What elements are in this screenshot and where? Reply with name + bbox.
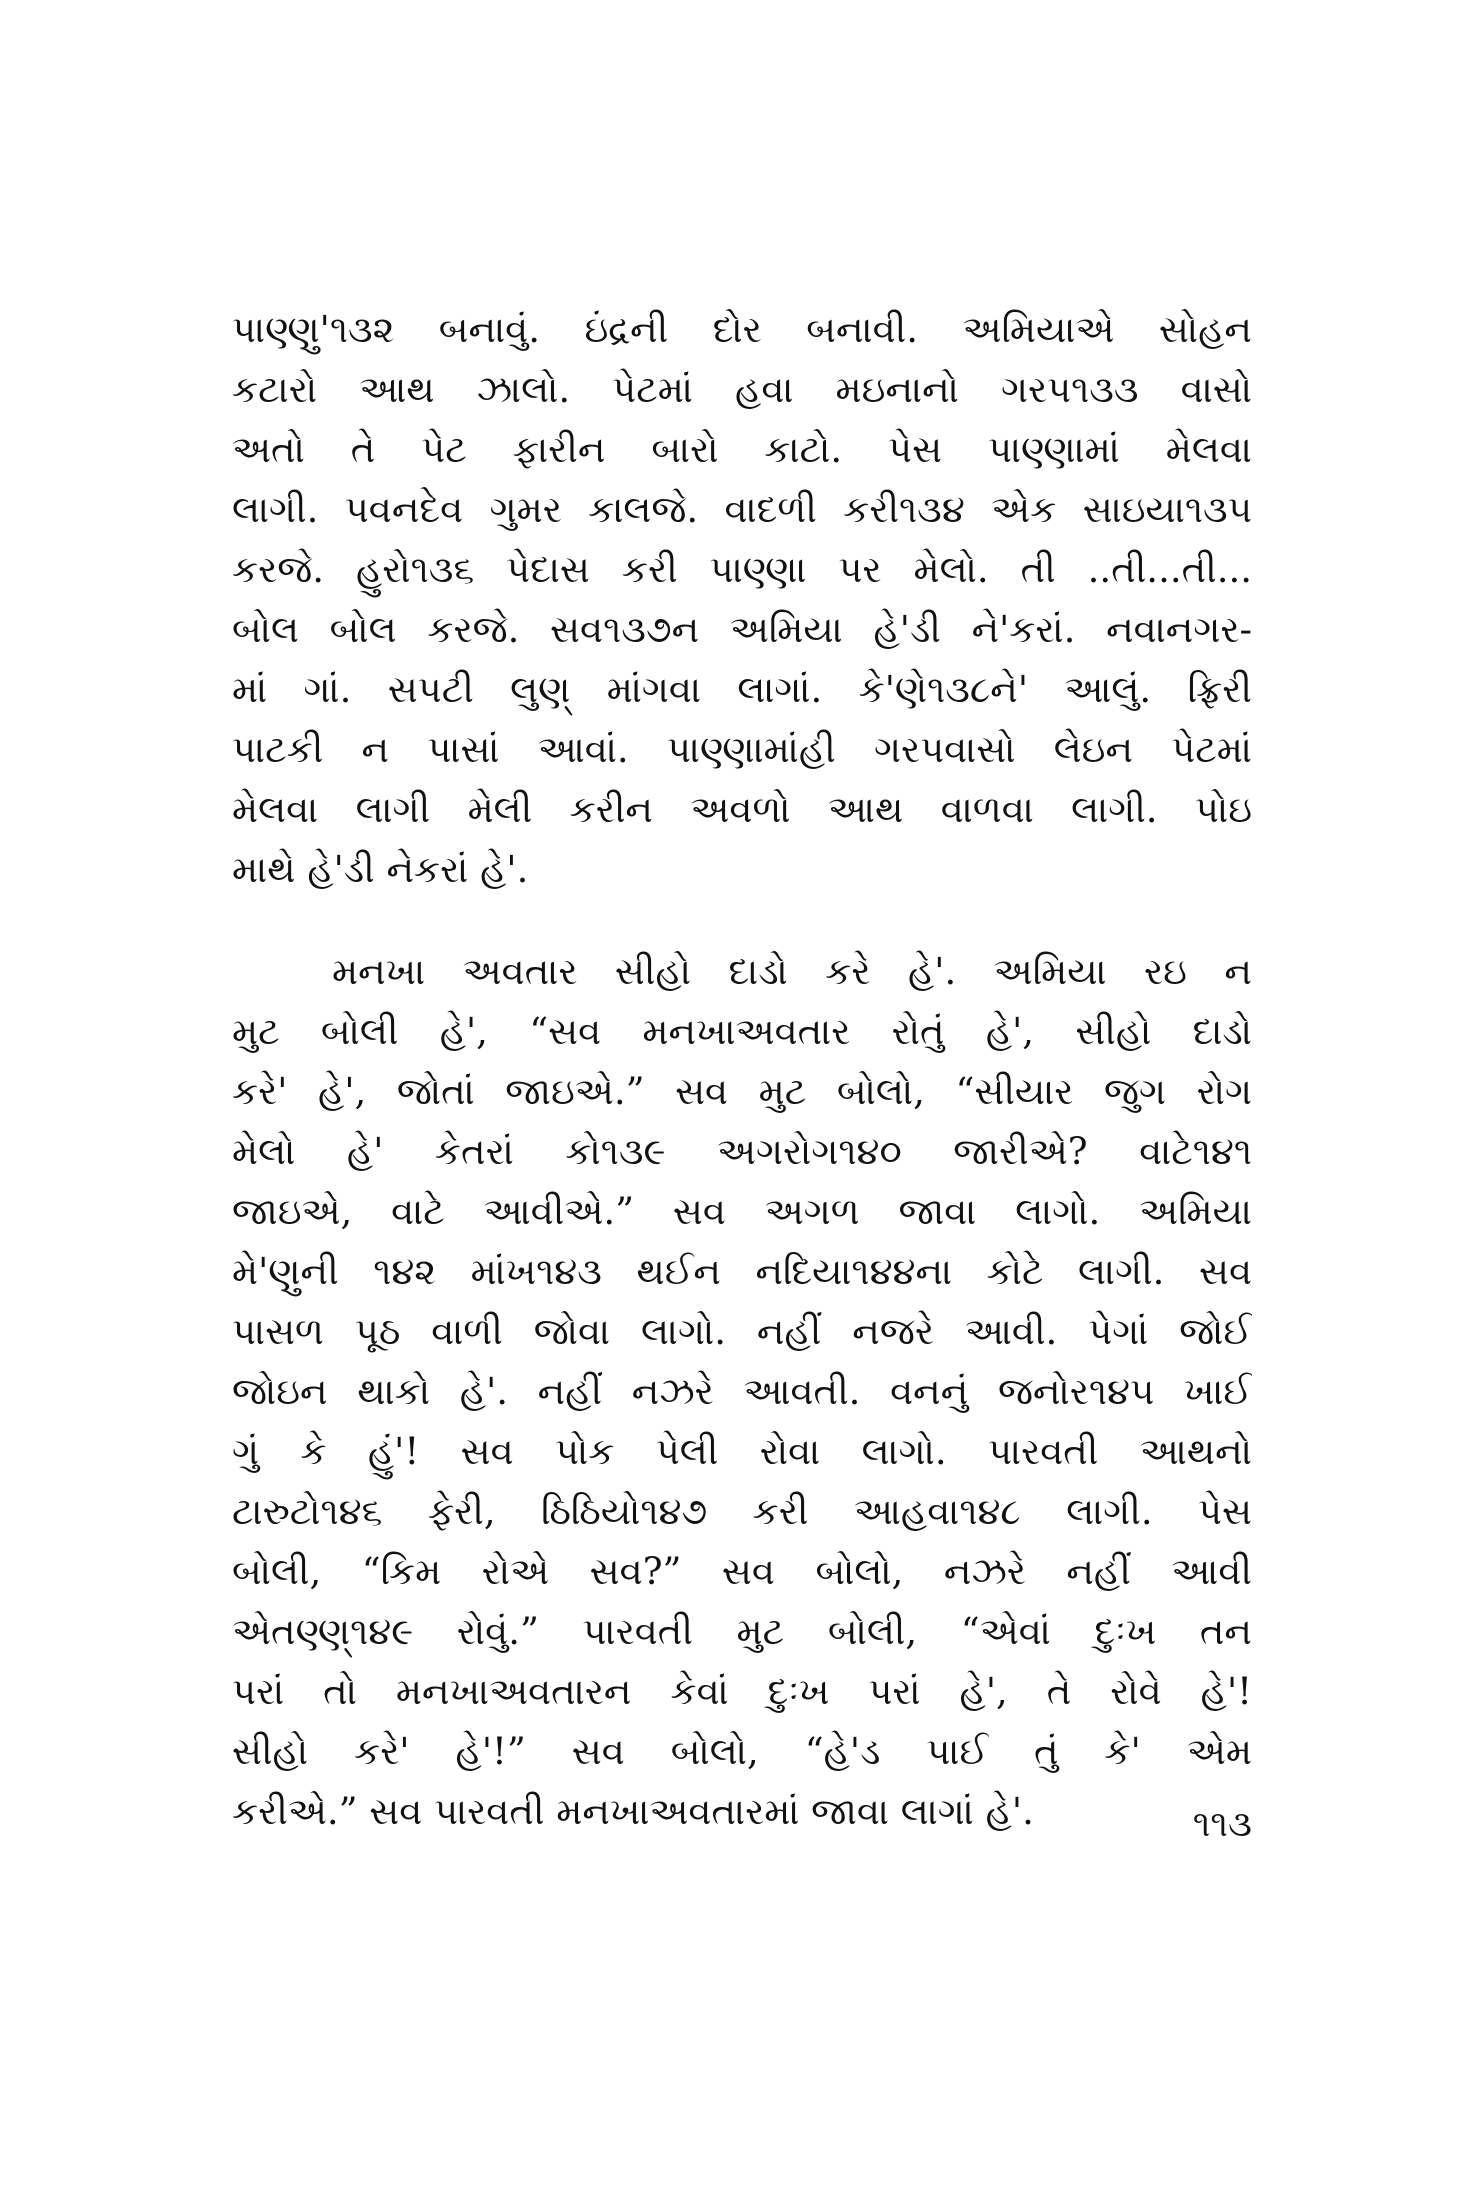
- paragraph-line: મનખા અવતાર સીહો દાડો કરે હે'. અમિયા રઇ ન: [332, 950, 1252, 993]
- paragraph-line: કટારો આથ ઝાલો. પેટમાં હવા મઇનાનો ગરપ૧૩૩ વાસો: [232, 368, 1252, 411]
- paragraph-line: બોલ બોલ કરજે. સવ૧૩૭ન અમિયા હે'ડી ને'કરાં. નવાનગર-: [232, 608, 1252, 651]
- paragraph-line: લાગી. પવનદેવ ગુમર કાલજે. વાદળી કરી૧૩૪ એક સાઇયા૧૩૫: [232, 488, 1252, 531]
- paragraph-line: મેલો હે' કેતરાં કો૧૩૯ અગરોગ૧૪૦ જારીએ? વાટે૧૪૧: [232, 1130, 1252, 1173]
- paragraph-line: મુટ બોલી હે', “સવ મનખાઅવતાર રોતું હે', સીહો દાડો: [232, 1010, 1252, 1053]
- paragraph-line: મેલવા લાગી મેલી કરીન અવળો આથ વાળવા લાગી. પોઇ: [232, 788, 1252, 831]
- paragraph-line: કરે' હે', જોતાં જાઇએ.” સવ મુટ બોલો, “સીયાર જુગ રોગ: [232, 1070, 1252, 1113]
- paragraph-line: માં ગાં. સપટી લુણ્ માંગવા લાગાં. કે'ણે૧૩૮ને' આલું. ફ્રિરી: [232, 668, 1252, 711]
- paragraph-line: કરજે. હુરો૧૩૬ પેદાસ કરી પાણ્ણા પર મેલો. તી ..તી...તી...: [232, 548, 1252, 591]
- paragraph-line: માથે હે'ડી નેકરાં હે'.: [232, 848, 529, 891]
- paragraph-line: પાણ્ણુ'૧૩૨ બનાવું. ઇંદ્રની દોર બનાવી. અમિયાએ સોહન: [232, 308, 1252, 351]
- paragraph-line: ગું કે હું'! સવ પોક પેલી રોવા લાગો. પારવતી આથનો: [232, 1430, 1252, 1473]
- paragraph-line: ટારુટો૧૪૬ ફેરી, ઠિઠિયો૧૪૭ કરી આહવા૧૪૮ લાગી. પેસ: [232, 1490, 1252, 1533]
- paragraph-line: જાઇએ, વાટે આવીએ.” સવ અગળ જાવા લાગો. અમિયા: [232, 1190, 1252, 1233]
- paragraph-line: જોઇન થાકો હે'. નહીં નઝરે આવતી. વનનું જનોર૧૪૫ ખાઈ: [232, 1370, 1252, 1413]
- paragraph-line: કરીએ.” સવ પારવતી મનખાઅવતારમાં જાવા લાગાં હે'.: [232, 1790, 1034, 1833]
- page-number: ૧૧૩: [1192, 1804, 1252, 1845]
- paragraph-line: એતણ્ણ્૧૪૯ રોવું.” પારવતી મુટ બોલી, “એવાં દુઃખ તન: [232, 1610, 1252, 1653]
- paragraph-line: સીહો કરે' હે'!” સવ બોલો, “હે'ડ પાઈ તું કે' એમ: [232, 1730, 1252, 1773]
- paragraph-line: પાસળ પૂઠ વાળી જોવા લાગો. નહીં નજરે આવી. પેગાં જોઈ: [232, 1310, 1252, 1353]
- paragraph-line: પાટકી ન પાસાં આવાં. પાણ્ણામાંહી ગરપવાસો લેઇન પેટમાં: [232, 728, 1252, 771]
- paragraph-line: અતો તે પેટ ફારીન બારો કાટો. પેસ પાણ્ણામાં મેલવા: [232, 428, 1252, 471]
- paragraph-line: પરાં તો મનખાઅવતારન કેવાં દુઃખ પરાં હે', તે રોવે હે'!: [232, 1670, 1252, 1713]
- paragraph-1: [232, 300, 1252, 900]
- paragraph-line: બોલી, “કિમ રોએ સવ?” સવ બોલો, નઝરે નહીં આવી: [232, 1550, 1252, 1593]
- paragraph-2: [232, 942, 1252, 1842]
- paragraph-line: મે'ણુની ૧૪૨ માંખ૧૪૩ થઈન નદિયા૧૪૪ના કોટે લાગી. સવ: [232, 1250, 1252, 1293]
